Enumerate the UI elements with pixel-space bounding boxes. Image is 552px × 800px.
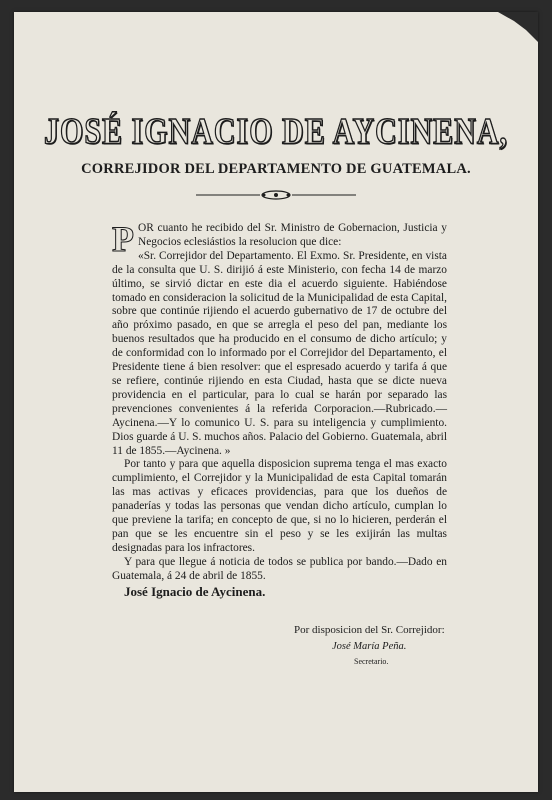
quoted-resolution-paragraph: «Sr. Correjidor del Departamento. El Exmo. Sr. Presidente, en vista de la consulta que U. S. dirijió á este Ministerio, con fecha 14 de marzo último, se sirvió dictar en este dia el acuerdo siguiente. Habiéndose tomado en consideracion la solicitud de la Municipalidad de esta Capital, sobre que continúe rijiendo el acuerdo gubernativo de 17 de octubre del año próximo pasado, en que se arregla el peso del pan, mediante los buenos resultados que ha producido en el consumo de dicho artículo; y de conformidad con lo informado por el Correjidor del Departamento, el Presidente tiene á bien resolver: que el espresado acuerdo y tarifa á que se refiere, continúe rijiendo en esta Ciudad, hasta que se dicte nueva providencia en el particular, para lo cual se harán por separado las prevenciones convenientes á la referida Corporacion.—Rubricado.—Aycinena.—Y lo comunico U. S. para su inteligencia y cumplimiento. Dios guarde á U. S. muchos años. Palacio del Gobierno. Guatemala, abril 11 de 1855.—Aycinena. »: [112, 249, 447, 457]
disposition-line: Por disposicion del Sr. Correjidor:: [294, 624, 445, 636]
torn-corner: [498, 12, 538, 42]
opening-paragraph: [112, 219, 447, 259]
document-sheet: [14, 12, 538, 792]
ornament-divider-icon: [194, 189, 358, 201]
document-subheading: CORREJIDOR DEL DEPARTAMENTO DE GUATEMALA.: [81, 161, 471, 177]
signer-name: José Ignacio de Aycinena.: [124, 584, 266, 599]
closing-paragraph: Y para que llegue á noticia de todos se publica por bando.—Dado en Guatemala, á 24 de abril de 1855.: [112, 555, 447, 582]
proclamation-body: [112, 219, 447, 584]
opening-text: OR cuanto he recibido del Sr. Ministro de Gobernacion, Justicia y Negocios eclesiástios la resolucion que dice:: [138, 222, 447, 248]
secretary-title: Secretario.: [354, 657, 389, 666]
decree-paragraph: Por tanto y para que aquella disposicion suprema tenga el mas exacto cumplimiento, el Correjidor y la Municipalidad de esta Capital tomarán las mas activas y eficaces providencias, para que los dueños de panaderías y todas las personas que vendan dicho artículo, cumplan lo que previene la tarifa; en concepto de que, si no lo hicieren, perderán el pan que se les encuentre sin el peso y se les exijirán las multas designadas para los infractores.: [112, 458, 447, 554]
drop-cap: P: [112, 219, 134, 259]
secretary-name: José María Peña.: [332, 641, 407, 652]
document-heading: JOSÉ IGNACIO DE AYCINENA,: [44, 110, 508, 152]
